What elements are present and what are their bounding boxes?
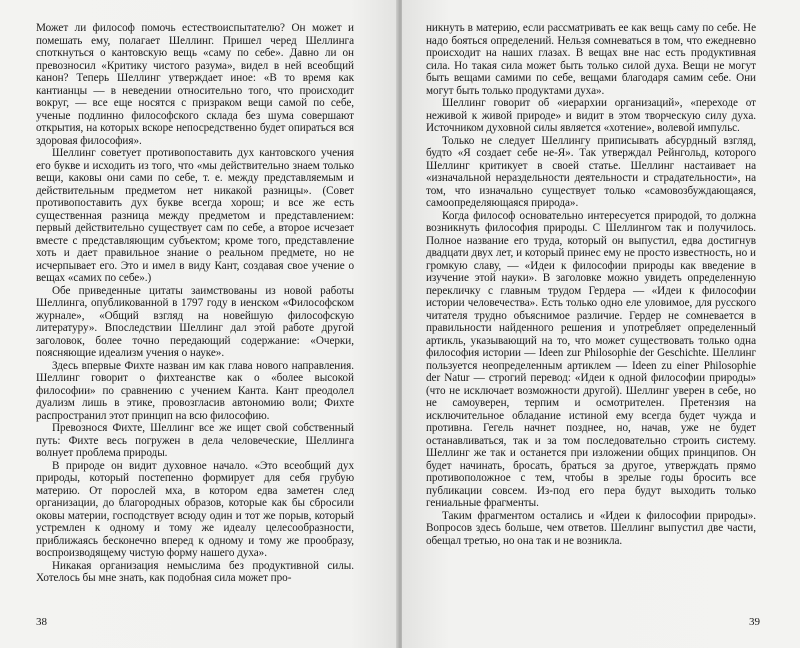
paragraph: Таким фрагментом остались и «Идеи к философии природы». Вопросов здесь больше, чем ответов. Шеллинг выпустил две части, обещал третью, но она так и не возникла. [426,509,756,547]
paragraph: Шеллинг советует противопоставить дух кантовского учения его букве и исходить из того, что «мы действительно знаем только вещи, каковы они сами по себе, т. е. между представляемым и действительным предметом нет никакой разницы». (Совет противопоставить дух букве всегда хорош; и все же есть существенная разница между предметом и представлением: первый действительно существует сам по себе, а второе исчезает вместе с представляющим субъектом; кроме того, представление хоть и дает правильное знание о реальном предмете, но не исчерпывает его. Это и имел в виду Кант, создавая свое учение о вещах «самих по себе».) [36,147,354,284]
paragraph: Превознося Фихте, Шеллинг все же ищет свой собственный путь: Фихте весь погружен в дела человеческие, Шеллинга волнует проблема природы. [36,422,354,459]
paragraph: Может ли философ помочь естествоиспытателю? Он может и помешать ему, полагает Шеллинг. Пришел черед Шеллинга споткнуться о кантовскую вещь «саму по себе». Давно ли он превозносил «Критику чистого разума», видел в ней всеобщий канон? Теперь Шеллинг утверждает иное: «В то время как кантианцы — в неведении относительно того, что происходит вокруг, — все еще носятся с призраком вещи самой по себе, ученые подлинно философского склада без шума совершают открытия, на которых вскоре непосредственно будет опираться вся здоровая философия». [36,22,354,147]
paragraph: В природе он видит духовное начало. «Это всеобщий дух природы, который постепенно формирует для себя грубую материю. От порослей мха, в котором едва заметен след организации, до благородных образов, которые как бы сбросили оковы материи, господствует всюду один и тот же порыв, который устремлен к одному и тому же идеалу целесообразности, приближаясь бесконечно вперед к одному и тому же прообразу, воспроизводящему чистую форму нашего духа». [36,459,354,559]
paragraph: Шеллинг говорит об «иерархии организаций», «переходе от неживой к живой природе» и видит в этом творческую силу духа. Источником духовной силы является «хотение», волевой импульс. [426,97,756,134]
paragraph: Здесь впервые Фихте назван им как глава нового направления. Шеллинг говорит о фихтеанстве как о «более высокой философии» по сравнению с учением Канта. Кант преодолел дуализм лишь в этике, провозгласив автономию воли; Фихте распространил этот принцип на всю философию. [36,359,354,422]
left-page [0,0,398,648]
left-page-text [36,22,354,585]
right-page-text [426,22,756,547]
paragraph: Только не следует Шеллингу приписывать абсурдный взгляд, будто «Я создает себе не-Я». Так утверждал Рейнгольд, которого Шеллинг критикует в своей статье. Шеллинг настаивает на «изначальной нераздельности деятельности и страдательности», на том, что изначально существует только «самовозбуждающаяся, самоопределяющаяся природа». [426,134,756,209]
paragraph: Обе приведенные цитаты заимствованы из новой работы Шеллинга, опубликованной в 1797 году в иенском «Философском журнале», «Общий взгляд на новейшую философскую литературу». Впоследствии Шеллинг дал этой работе другой заголовок, более точно передающий содержание: «Очерки, поясняющие идеализм учения о науке». [36,284,354,359]
paragraph: никнуть в материю, если рассматривать ее как вещь саму по себе. Не надо бояться определений. Нельзя сомневаться в том, что ежедневно происходит на наших глазах. В вещах вне нас есть продуктивная сила. Но такая сила может быть только силой духа. Вещи не могут быть вещами самими по себе, вещами благодаря самим себе. Они могут быть только продуктами духа». [426,22,756,97]
paragraph: Когда философ основательно интересуется природой, то должна возникнуть философия природы. С Шеллингом так и получилось. Полное название его труда, который он выпустил, едва достигнув двадцати двух лет, и который принес ему не просто известность, но и громкую славу, — «Идеи к философии природы как введение в изучение этой науки». В заголовке можно увидеть определенную перекличку с главным трудом Гердера — «Идеи к философии истории человечества». Есть только одно еле уловимое, для русского читателя трудно объяснимое различие. Гердер не сомневается в правильности найденного решения и употребляет определенный артикль, указывающий на то, что может существовать только одна философия истории — Ideen zur Philosophie der Geschichte. Шеллинг пользуется неопределенным артиклем — Ideen zu einer Philosophie der Natur — строгий перевод: «Идеи к одной философии природы» (что не исключает возможности другой). Шеллинг уверен в себе, но не самоуверен, терпим и осмотрителен. Претензия на исключительное обладание истиной ему всегда будет чужда и противна. Гегель начнет позднее, но, начав, уже не будет останавливаться, так и за том последовательно строить систему. Шеллинг же так и останется при изложении общих принципов. Он будет начинать, бросать, браться за другое, утверждать прямо противоположное с тем, чтобы в зрелые годы бросить все публикации совсем. Из-под его пера будут выходить только гениальные фрагменты. [426,209,756,509]
paragraph: Никакая организация немыслима без продуктивной силы. Хотелось бы мне знать, как подобная сила может про- [36,559,354,584]
page-number-right: 39 [749,616,760,628]
page-number-left: 38 [36,616,47,628]
right-page [402,0,800,648]
